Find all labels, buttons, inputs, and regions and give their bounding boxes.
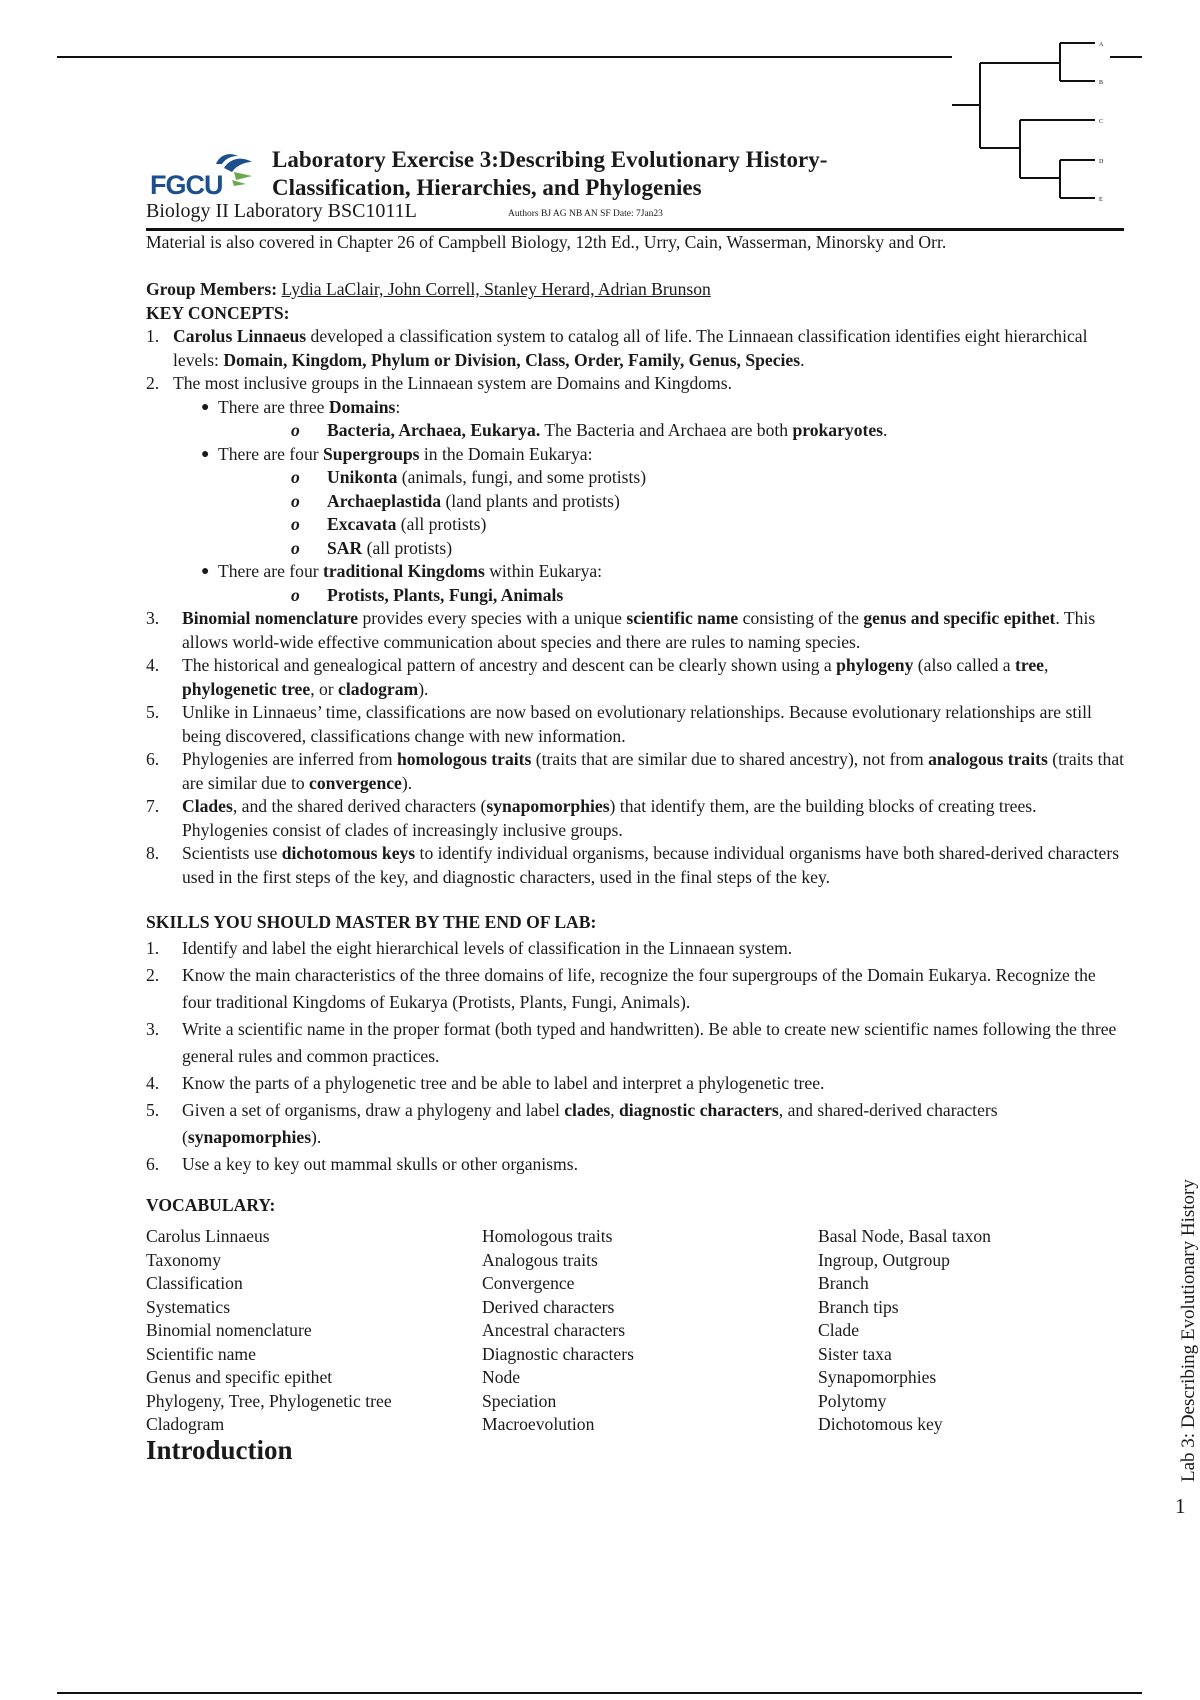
vocab-term: Convergence [482,1273,575,1293]
sub-bullet-icon: o [291,420,300,440]
vocab-term: Analogous traits [482,1249,598,1270]
concept-number: 4. [146,655,160,675]
concept-text: (traits that are similar due to shared ancestry), not from [531,749,929,769]
tree-tip-c: C [1099,119,1104,125]
skill-number: 2. [146,964,160,985]
vocabulary-grid [146,1225,1126,1437]
vocab-term: Macroevolution [482,1414,595,1434]
vocab-term: Scientific name [146,1343,256,1364]
vocab-term: Branch tips [818,1296,899,1317]
concept-text: Phylogenies are inferred from [182,749,397,769]
key-concepts-heading: KEY CONCEPTS: [146,302,290,323]
bullet-term: Supergroups [323,443,420,464]
concept-text: The historical and genealogical pattern of ancestry and descent can be clearly shown using a [182,655,837,675]
vocab-term: Ingroup, Outgroup [818,1249,950,1270]
bullet-icon: ● [201,399,210,415]
supergroup-desc: (all protists) [362,537,453,558]
concept-6 [146,748,1126,795]
group-members [146,278,1126,302]
bullet-text: in the Domain Eukarya: [419,443,593,464]
skill-text: Know the main characteristics of the three domains of life, recognize the four supergroups of the Domain Eukarya. Recognize the four traditional Kingdoms of Eukarya (Protists, Plants, Fungi, Animals). [182,964,1096,1012]
concept-4 [146,654,1126,701]
supergroup-sar [146,537,1126,561]
sub-bullet-text: . [883,420,888,440]
concept-term: scientific name [626,608,739,628]
phylogenetic-tree-graphic [950,38,1150,213]
concept-number: 2. [146,373,160,393]
page-title [272,146,827,202]
supergroup-name: Unikonta [327,467,398,487]
concept-number: 5. [146,702,160,722]
skill-text: ). [311,1126,322,1147]
concept-text: Unlike in Linnaeus’ time, classifications are now based on evolutionary relationships. Because evolutionary relationships are still being discovered, classifications change with new information. [182,702,1092,746]
concept-text: (also called a [913,655,1015,675]
concept-number: 6. [146,749,160,769]
skill-number: 4. [146,1072,160,1093]
sub-bullet-term: Protists, Plants, Fungi, Animals [327,584,564,605]
concept-8 [146,842,1126,889]
vocab-term: Phylogeny, Tree, Phylogenetic tree [146,1390,392,1411]
skill-4 [146,1070,1126,1097]
side-running-title: Lab 3: Describing Evolutionary History [1178,1179,1199,1482]
sub-bullet-term: Bacteria, Archaea, Eukarya. [327,420,541,440]
concept-text: . [800,349,805,370]
skill-text: Given a set of organisms, draw a phylogeny and label [182,1099,565,1120]
vocabulary-heading: VOCABULARY: [146,1194,276,1215]
introduction-heading: Introduction [146,1434,293,1465]
group-members-label: Group Members: [146,279,278,299]
skill-term: synapomorphies [187,1126,312,1147]
concept-text: , [1043,655,1049,675]
skill-text: Write a scientific name in the proper format (both typed and handwritten). Be able to create new scientific names following the three general rules and common practices. [182,1018,1117,1066]
vocab-term: Node [482,1367,521,1387]
vocab-term: Taxonomy [146,1249,221,1270]
vocab-term: Carolus Linnaeus [146,1226,270,1246]
concept-2 [146,372,1126,396]
bullet-icon: ● [201,564,210,579]
concept-term: phylogeny [836,655,914,675]
vocab-term: Derived characters [482,1296,615,1317]
supergroup-desc: (all protists) [396,514,487,534]
bullet-text: : [395,396,401,417]
skill-number: 1. [146,937,160,958]
concept-term: phylogenetic tree [182,678,311,699]
concept-term: dichotomous keys [281,843,416,863]
skill-text: Identify and label the eight hierarchical levels of classification in the Linnaean system. [182,937,793,958]
skill-3 [146,1016,1126,1070]
supergroup-name: Archaeplastida [327,490,442,511]
skills-heading: SKILLS YOU SHOULD MASTER BY THE END OF LAB: [146,912,597,932]
concept-term: homologous traits [396,749,532,769]
concept-text: , and the shared derived characters ( [232,796,487,816]
concept-term: Carolus Linnaeus [173,326,307,346]
sub-bullet-kingdoms [146,584,1126,608]
tree-tip-d: D [1099,159,1104,165]
concept-number: 1. [146,326,160,346]
vocab-term: Systematics [146,1296,231,1317]
skill-text: Use a key to key out mammal skulls or other organisms. [182,1153,578,1174]
vocab-term: Classification [146,1273,243,1293]
bullet-domains [146,396,1126,420]
vocab-column-1 [146,1225,482,1437]
supergroup-desc: (land plants and protists) [441,490,620,511]
concept-number: 8. [146,843,160,863]
concept-term: synapomorphies [486,796,610,816]
supergroup-name: Excavata [327,514,397,534]
concept-text: , or [310,678,339,699]
concept-number: 3. [146,608,160,628]
concept-term: genus and specific epithet [863,608,1056,628]
sub-bullet-domains [146,419,1126,443]
header-rule [146,228,1124,231]
vocab-column-3 [818,1225,1118,1437]
concept-term: convergence [309,772,402,793]
material-note: Material is also covered in Chapter 26 of Campbell Biology, 12th Ed., Urry, Cain, Wasserman, Minorsky and Orr. [146,232,947,252]
supergroup-unikonta [146,466,1126,490]
concept-term: tree [1015,655,1044,675]
sub-bullet-icon: o [291,514,300,534]
key-concepts-list [146,325,1126,889]
bullet-kingdoms [146,560,1126,584]
concept-text: to identify individual organisms, because individual organisms have both shared-derived characters used in the first steps of the key, and diagnostic characters, used in the final steps of the key. [182,843,1120,887]
bullet-text: within Eukarya: [484,561,603,581]
concept-7 [146,795,1126,842]
skill-text: Know the parts of a phylogenetic tree and be able to label and interpret a phylogenetic tree. [182,1072,825,1093]
concept-text: consisting of the [738,608,864,628]
bullet-term: Domains [328,396,396,417]
title-line-1: Laboratory Exercise 3:Describing Evolutionary History- [272,147,828,172]
concept-term: Binomial nomenclature [182,608,359,628]
sub-bullet-icon: o [291,490,300,511]
vocab-term: Polytomy [818,1390,887,1411]
sub-bullet-text: The Bacteria and Archaea are both [540,420,793,440]
skill-1 [146,935,1126,962]
skill-text: , and shared-derived characters ( [182,1099,998,1147]
main-content [146,278,1126,1465]
bullet-supergroups [146,443,1126,467]
supergroup-desc: (animals, fungi, and some protists) [397,467,647,487]
fgcu-logo [150,150,270,202]
vocab-term: Cladogram [146,1414,225,1434]
vocab-term: Basal Node, Basal taxon [818,1226,991,1246]
concept-text: Scientists use [182,843,282,863]
skill-text: , [610,1099,619,1120]
fgcu-logo-text: FGCU [150,170,223,200]
tree-tip-b: B [1099,80,1104,86]
authors-date: Authors BJ AG NB AN SF Date: 7Jan23 [508,209,663,219]
skill-term: clades [564,1099,611,1120]
concept-text: provides every species with a unique [358,608,627,628]
vocab-term: Branch [818,1273,869,1293]
vocab-term: Synapomorphies [818,1367,937,1387]
vocab-term: Binomial nomenclature [146,1320,312,1340]
vocab-term: Genus and specific epithet [146,1367,333,1387]
concept-term: Domain, Kingdom, Phylum or Division, Class, Order, Family, Genus, Species [223,349,801,370]
skill-5 [146,1097,1126,1151]
skill-term: diagnostic characters [618,1099,779,1120]
bottom-rule [57,1692,1142,1694]
concept-text: ). [401,772,413,793]
sub-bullet-icon: o [291,584,300,605]
concept-number: 7. [146,796,160,816]
vocab-term: Homologous traits [482,1226,613,1246]
skills-list [146,935,1126,1178]
skill-number: 5. [146,1099,160,1120]
vocab-column-2 [482,1225,818,1437]
concept-text: ). [418,678,429,699]
concept-text: developed a classification system to catalog all of life. The Linnaean classification identifies eight hierarchical levels: [173,326,1088,370]
concept-term: cladogram [338,678,419,699]
concept-text: ) that identify them, are the building blocks of creating trees. Phylogenies consist of clades of increasingly inclusive groups. [182,796,1037,840]
bullet-text: There are four [218,443,324,464]
vocab-term: Dichotomous key [818,1414,943,1434]
vocab-term: Clade [818,1320,860,1340]
bullet-term: traditional Kingdoms [323,561,485,581]
title-line-2: Classification, Hierarchies, and Phylogenies [272,175,702,200]
skill-number: 3. [146,1018,160,1039]
supergroup-archaeplastida [146,490,1126,514]
concept-text: . This allows world-wide effective communication about species and there are rules to naming species. [182,608,1096,652]
course-name: Biology II Laboratory BSC1011L [146,200,417,222]
vocab-term: Diagnostic characters [482,1343,634,1364]
bullet-text: There are four [218,561,324,581]
concept-term: Clades [182,796,233,816]
bullet-icon: ● [201,446,210,462]
supergroup-name: SAR [327,537,363,558]
sub-bullet-icon: o [291,537,300,558]
concept-term: analogous traits [928,749,1048,769]
group-members-names: Lydia LaClair, John Correll, Stanley Herard, Adrian Brunson [281,279,711,299]
tree-tip-a: A [1099,42,1104,48]
page-number: 1 [1175,1494,1186,1518]
tree-tip-e: E [1099,197,1103,203]
concept-5 [146,701,1126,748]
vocab-term: Ancestral characters [482,1320,626,1340]
supergroup-excavata [146,513,1126,537]
bullet-text: There are three [218,396,329,417]
concept-3 [146,607,1126,654]
sub-bullet-term: prokaryotes [792,420,884,440]
skill-6 [146,1151,1126,1178]
concept-1 [146,325,1126,372]
vocab-term: Speciation [482,1390,557,1411]
top-rule [57,56,952,58]
concept-text: The most inclusive groups in the Linnaean system are Domains and Kingdoms. [173,373,732,393]
concept-text: (traits that are similar due to [182,749,1125,793]
vocab-term: Sister taxa [818,1343,892,1364]
skill-2 [146,962,1126,1016]
skill-number: 6. [146,1153,160,1174]
sub-bullet-icon: o [291,467,300,487]
